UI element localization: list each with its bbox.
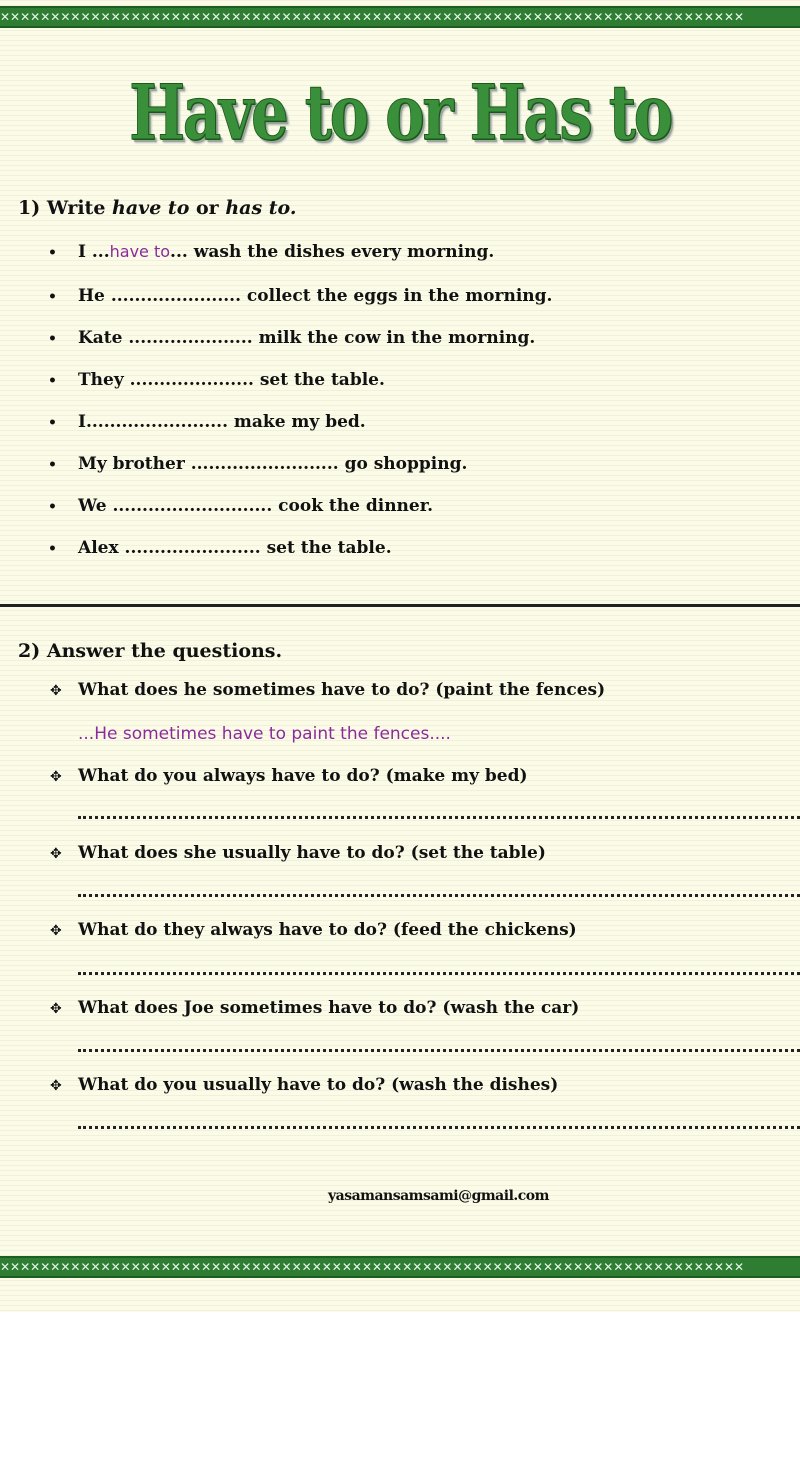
item-subject: My brother bbox=[78, 454, 185, 474]
author-email: yasamansamsami@gmail.com bbox=[328, 1188, 549, 1204]
item-subject: I ... bbox=[78, 242, 110, 262]
decorative-border-bottom bbox=[0, 1256, 800, 1278]
bullet-icon: • bbox=[48, 499, 57, 515]
exercise-item bbox=[48, 538, 392, 568]
question-item bbox=[50, 843, 546, 871]
question-item bbox=[50, 998, 579, 1026]
diamond-bullet-icon: ✥ bbox=[50, 769, 62, 785]
item-rest: ...................... collect the eggs in the morning. bbox=[110, 286, 553, 306]
exercise-item bbox=[48, 328, 535, 358]
item-subject: They bbox=[78, 370, 124, 390]
question-text: What do you usually have to do? (wash the dishes) bbox=[78, 1075, 559, 1095]
question-text: What does he sometimes have to do? (paint the fences) bbox=[78, 680, 606, 700]
bullet-icon: • bbox=[48, 373, 57, 389]
answer-line[interactable] bbox=[78, 968, 800, 975]
section-divider bbox=[0, 604, 800, 607]
item-subject: We bbox=[78, 496, 107, 516]
item-rest: ........................... cook the dinner. bbox=[112, 496, 434, 516]
item-subject: I bbox=[78, 412, 86, 432]
question-text: What does Joe sometimes have to do? (wash the car) bbox=[78, 998, 580, 1018]
diamond-bullet-icon: ✥ bbox=[50, 1001, 62, 1017]
exercise-item bbox=[48, 454, 467, 484]
border-pattern: ✕✕✕✕✕✕✕✕✕✕✕✕✕✕✕✕✕✕✕✕✕✕✕✕✕✕✕✕✕✕✕✕✕✕✕✕✕✕✕✕✕✕✕✕✕✕✕✕✕✕✕✕✕✕✕✕✕✕✕✕✕✕✕✕✕✕✕✕✕✕✕✕✕✕ bbox=[0, 1260, 745, 1274]
question-item bbox=[50, 766, 528, 794]
question-item bbox=[50, 1075, 558, 1103]
instruction-joiner: or bbox=[196, 197, 219, 219]
bullet-icon: • bbox=[48, 331, 57, 347]
section1-instruction bbox=[18, 197, 296, 219]
answer-line[interactable] bbox=[78, 812, 800, 819]
worksheet-title: Have to or Has to bbox=[129, 68, 671, 157]
question-text: What does she usually have to do? (set the table) bbox=[78, 843, 546, 863]
item-rest: ....................... set the table. bbox=[124, 538, 392, 558]
border-pattern: ✕✕✕✕✕✕✕✕✕✕✕✕✕✕✕✕✕✕✕✕✕✕✕✕✕✕✕✕✕✕✕✕✕✕✕✕✕✕✕✕✕✕✕✕✕✕✕✕✕✕✕✕✕✕✕✕✕✕✕✕✕✕✕✕✕✕✕✕✕✕✕✕✕✕ bbox=[0, 10, 745, 24]
item-subject: Alex bbox=[78, 538, 119, 558]
item-rest: ... wash the dishes every morning. bbox=[170, 242, 495, 262]
section1-number: 1) bbox=[18, 197, 41, 219]
question-text: What do they always have to do? (feed the chickens) bbox=[78, 920, 577, 940]
item-rest: ......................... go shopping. bbox=[190, 454, 468, 474]
answer-line[interactable] bbox=[78, 1122, 800, 1129]
bullet-icon: • bbox=[48, 289, 57, 305]
exercise-item bbox=[48, 242, 494, 272]
item-rest: ..................... set the table. bbox=[129, 370, 385, 390]
question-item bbox=[50, 680, 605, 708]
bullet-icon: • bbox=[48, 245, 57, 261]
option-has-to: has to. bbox=[225, 197, 297, 219]
item-rest: ........................ make my bed. bbox=[85, 412, 366, 432]
exercise-item bbox=[48, 286, 552, 316]
bullet-icon: • bbox=[48, 457, 57, 473]
item-subject: Kate bbox=[78, 328, 123, 348]
item-filled-answer: have to bbox=[109, 242, 171, 261]
diamond-bullet-icon: ✥ bbox=[50, 1078, 62, 1094]
question-text: What do you always have to do? (make my bed) bbox=[78, 766, 528, 786]
decorative-border-top bbox=[0, 6, 800, 28]
diamond-bullet-icon: ✥ bbox=[50, 923, 62, 939]
exercise-item bbox=[48, 412, 366, 442]
section2-heading: 2) Answer the questions. bbox=[18, 640, 283, 662]
item-rest: ..................... milk the cow in the morning. bbox=[128, 328, 536, 348]
diamond-bullet-icon: ✥ bbox=[50, 683, 62, 699]
option-have-to: have to bbox=[112, 197, 190, 219]
item-subject: He bbox=[78, 286, 105, 306]
exercise-item bbox=[48, 370, 385, 400]
instruction-prefix: Write bbox=[46, 197, 106, 219]
sample-answer: ...He sometimes have to paint the fences.... bbox=[78, 724, 451, 744]
diamond-bullet-icon: ✥ bbox=[50, 846, 62, 862]
answer-line[interactable] bbox=[78, 1045, 800, 1052]
bullet-icon: • bbox=[48, 415, 57, 431]
exercise-item bbox=[48, 496, 433, 526]
question-item bbox=[50, 920, 577, 948]
answer-line[interactable] bbox=[78, 890, 800, 897]
bullet-icon: • bbox=[48, 541, 57, 557]
